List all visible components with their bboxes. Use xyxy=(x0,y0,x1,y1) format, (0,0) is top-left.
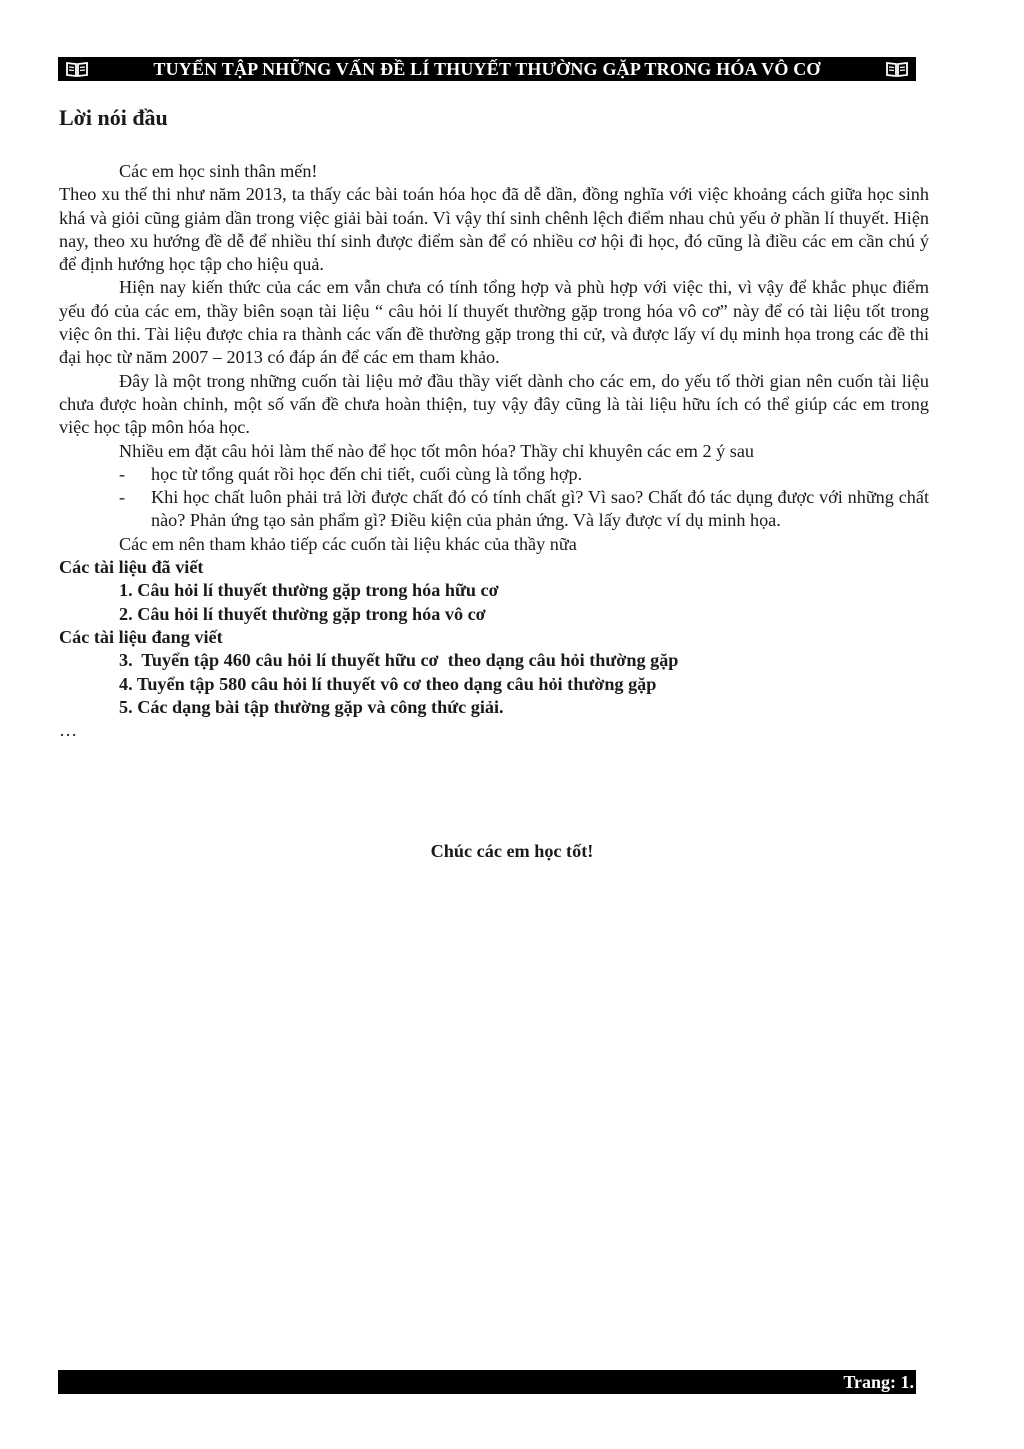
paragraph: Đây là một trong những cuốn tài liệu mở đầu thầy viết dành cho các em, do yếu tố thời gian nên cuốn tài liệu chưa được hoàn chỉnh, một số vấn đề chưa hoàn thiện, tuy vậy đây cũng là tài liệu hữu ích có thể giúp các em trong việc học tập môn hóa học. xyxy=(59,370,929,438)
list-item: 5. Các dạng bài tập thường gặp và công thức giải. xyxy=(119,696,504,717)
page-title: Lời nói đầu xyxy=(59,105,168,130)
header-title: TUYỂN TẬP NHỮNG VẤN ĐỀ LÍ THUYẾT THƯỜNG GẶP TRONG HÓA VÔ CƠ xyxy=(153,58,821,79)
header-bar xyxy=(58,57,916,81)
list-item: 3. Tuyển tập 460 câu hỏi lí thuyết hữu cơ theo dạng câu hỏi thường gặp xyxy=(119,650,679,671)
list-item-text: học từ tổng quát rồi học đến chi tiết, cuối cùng là tổng hợp. xyxy=(151,463,583,484)
list-item-text: Khi học chất luôn phải trả lời được chất đó có tính chất gì? Vì sao? Chất đó tác dụng được với những chất nào? Phản ứng tạo sản phẩm gì? Điều kiện của phản ứng. Và lấy được ví dụ minh họa. xyxy=(151,487,929,531)
list-item xyxy=(59,486,929,533)
document-body xyxy=(59,104,929,742)
greeting: Các em học sinh thân mến! xyxy=(119,161,318,181)
refer-text: Các em nên tham khảo tiếp các cuốn tài liệu khác của thầy nữa xyxy=(119,533,577,554)
list-item: 1. Câu hỏi lí thuyết thường gặp trong hóa hữu cơ xyxy=(119,580,499,601)
list-item: 2. Câu hỏi lí thuyết thường gặp trong hóa vô cơ xyxy=(119,603,486,624)
advice-list xyxy=(59,463,929,533)
written-list xyxy=(59,579,929,626)
paragraph: Theo xu thế thi như năm 2013, ta thấy các bài toán hóa học đã dễ dần, đồng nghĩa với việc khoảng cách giữa học sinh khá và giỏi cũng giảm dần trong việc giải bài toán. Vì vậy thí sinh chênh lệch điểm nhau chủ yếu ở phần lí thuyết. Hiện nay, theo xu hướng đề dễ để nhiều thí sinh được điểm sàn để có nhiều cơ hội đi học, đó cũng là điều các em cần chú ý để định hướng học tập cho hiệu quả. xyxy=(59,184,929,275)
ellipsis: … xyxy=(59,720,78,741)
section-label-written: Các tài liệu đã viết xyxy=(59,557,204,578)
book-icon xyxy=(886,61,908,77)
book-icon xyxy=(66,61,88,77)
dash-bullet: - xyxy=(119,487,126,508)
dash-bullet: - xyxy=(119,463,126,484)
list-item: 4. Tuyển tập 580 câu hỏi lí thuyết vô cơ theo dạng câu hỏi thường gặp xyxy=(119,673,657,694)
closing-text: Chúc các em học tốt! xyxy=(430,841,594,861)
paragraph: Hiện nay kiến thức của các em vẫn chưa có tính tổng hợp và phù hợp với việc thi, vì vậy để khắc phục điểm yếu đó của các em, thầy biên soạn tài liệu “ câu hỏi lí thuyết thường gặp trong hóa vô cơ” này để có tài liệu tốt trong việc ôn thi. Tài liệu được chia ra thành các vấn đề thường gặp trong thi cử, và được lấy ví dụ minh họa trong các đề thi đại học từ năm 2007 – 2013 có đáp án để các em tham khảo. xyxy=(59,277,929,368)
page-number: Trang: 1. xyxy=(843,1371,914,1392)
paragraph: Nhiều em đặt câu hỏi làm thế nào để học tốt môn hóa? Thầy chỉ khuyên các em 2 ý sau xyxy=(119,440,755,461)
writing-list xyxy=(59,649,929,719)
footer-bar xyxy=(58,1370,916,1394)
list-item xyxy=(59,463,929,486)
section-label-writing: Các tài liệu đang viết xyxy=(59,626,223,647)
